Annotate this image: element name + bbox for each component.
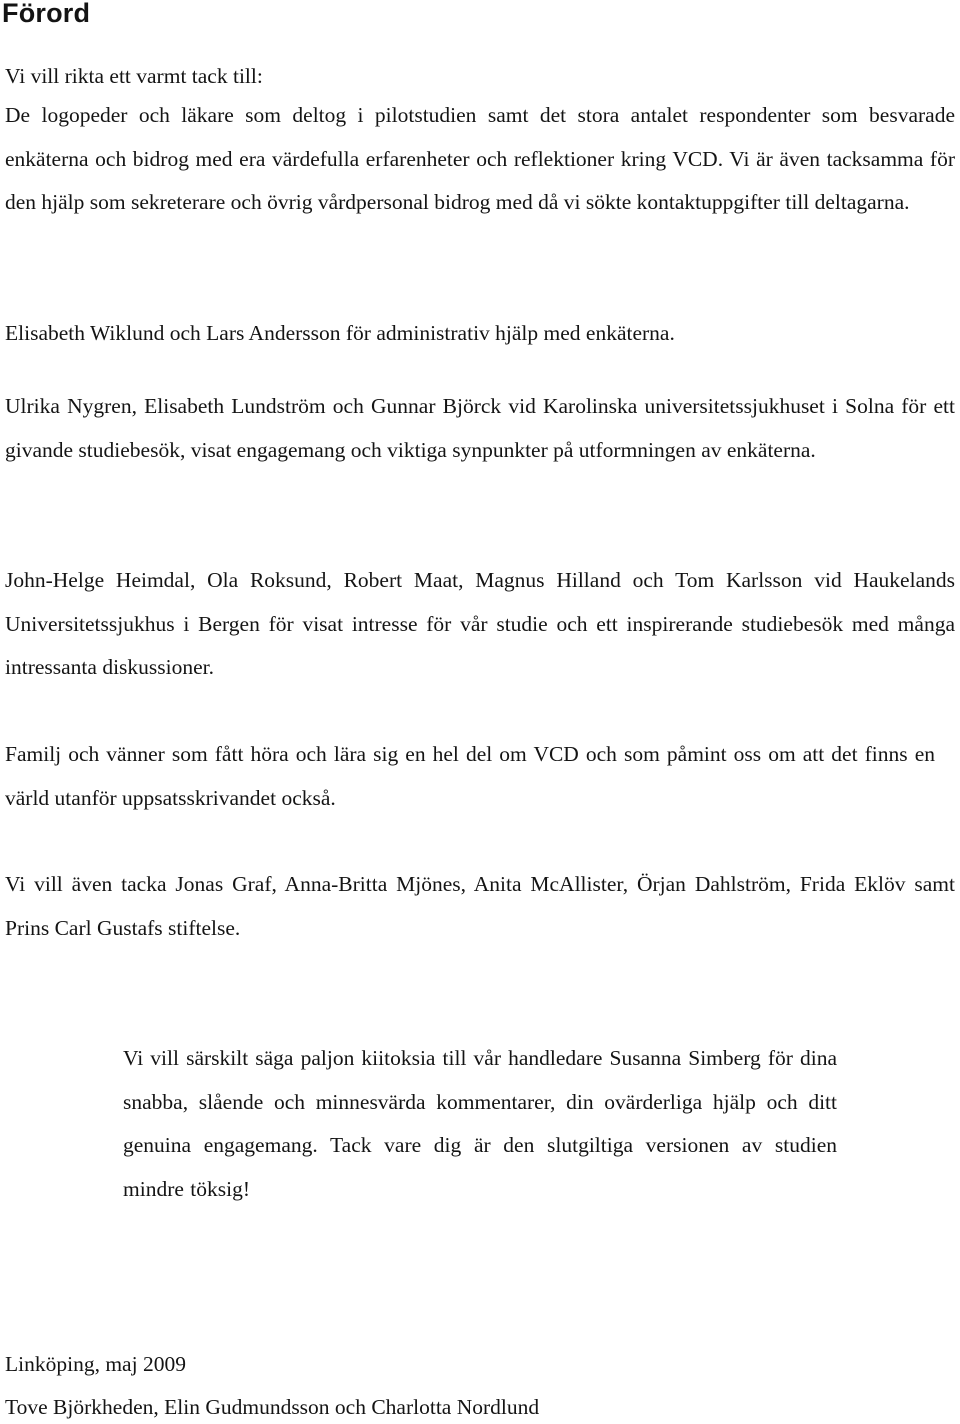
paragraph-family: Familj och vänner som fått höra och lära sig en hel del om VCD och som påmint oss om att det finns en värld utanför uppsatsskrivandet också. [5, 742, 935, 810]
paragraph-additional-thanks: Vi vill även tacka Jonas Graf, Anna-Britta Mjönes, Anita McAllister, Örjan Dahlström, Frida Eklöv samt Prins Carl Gustafs stiftelse. [5, 872, 955, 940]
paragraph-administration: Elisabeth Wiklund och Lars Andersson för administrativ hjälp med enkäterna. [5, 321, 675, 345]
supervisor-acknowledgement: Vi vill särskilt säga paljon kiitoksia till vår handledare Susanna Simberg för dina snabba, slående och minnesvärda kommentarer, din ovärderliga hjälp och ditt genuina engagemang. Tack vare dig är den slutgiltiga versionen av studien mindre töksig! [123, 1046, 837, 1201]
signature-authors: Tove Björkheden, Elin Gudmundsson och Charlotta Nordlund [5, 1395, 540, 1419]
intro-line: Vi vill rikta ett varmt tack till: [5, 64, 263, 88]
signature-place-date: Linköping, maj 2009 [5, 1352, 186, 1376]
page-title: Förord [2, 0, 91, 28]
paragraph-respondents: De logopeder och läkare som deltog i pilotstudien samt det stora antalet respondenter som besvarade enkäterna och bidrog med era värdefulla erfarenheter och reflektioner kring VCD. Vi är även tacksamma för den hjälp som sekreterare och övrig vårdpersonal bidrog med då vi sökte kontaktuppgifter till deltagarna. [5, 103, 955, 214]
paragraph-haukeland: John-Helge Heimdal, Ola Roksund, Robert Maat, Magnus Hilland och Tom Karlsson vid Haukelands Universitetssjukhus i Bergen för visat intresse för vår studie och ett inspirerande studiebesök med många intressanta diskussioner. [5, 568, 955, 679]
paragraph-karolinska: Ulrika Nygren, Elisabeth Lundström och Gunnar Björck vid Karolinska universitetssjukhuset i Solna för ett givande studiebesök, visat engagemang och viktiga synpunkter på utformningen av enkäterna. [5, 394, 955, 462]
